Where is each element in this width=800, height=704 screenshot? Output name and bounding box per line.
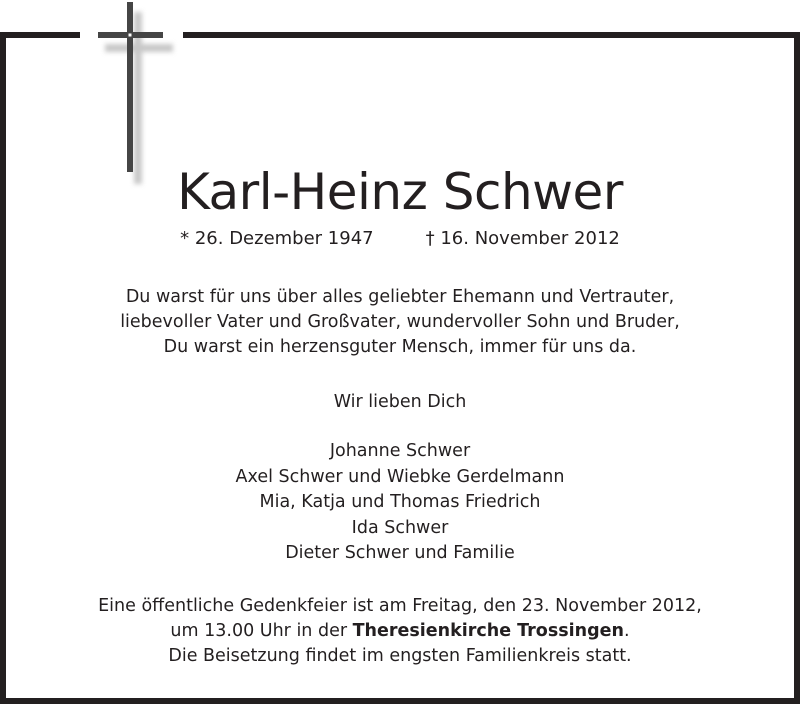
closing-line: Wir lieben Dich — [333, 392, 467, 412]
frame-bottom — [0, 698, 800, 704]
frame-top-right — [183, 32, 800, 38]
death-date: † 16. November 2012 — [425, 228, 620, 249]
cross-icon — [96, 0, 186, 190]
notice-line: Eine öffentliche Gedenkfeier ist am Freitag, den 23. November 2012, — [98, 596, 702, 616]
notice-line: Die Beisetzung findet im engsten Familienkreis statt. — [168, 646, 632, 666]
poem-line: Du warst für uns über alles geliebter Ehemann und Vertrauter, — [125, 287, 675, 307]
notice-text: um 13.00 Uhr in der — [170, 621, 353, 641]
church-name: Theresienkirche Trossingen — [352, 621, 624, 641]
life-dates — [0, 228, 800, 249]
service-notice — [0, 594, 800, 669]
mourner: Johanne Schwer — [329, 441, 471, 461]
poem — [0, 285, 800, 360]
deceased-name: Karl-Heinz Schwer — [177, 163, 623, 221]
mourners-list — [0, 439, 800, 567]
frame-top-left — [0, 32, 80, 38]
notice-line — [0, 619, 800, 644]
mourner: Dieter Schwer und Familie — [285, 543, 515, 563]
mourner: Ida Schwer — [351, 517, 449, 538]
poem-line: liebevoller Vater und Großvater, wundervoller Sohn und Bruder, — [120, 312, 680, 332]
birth-date: * 26. Dezember 1947 — [180, 228, 374, 249]
poem-line: Du warst ein herzensguter Mensch, immer für uns da. — [163, 337, 637, 357]
notice-text: . — [623, 621, 630, 641]
mourner: Axel Schwer und Wiebke Gerdelmann — [235, 466, 565, 487]
mourner: Mia, Katja und Thomas Friedrich — [259, 492, 541, 512]
